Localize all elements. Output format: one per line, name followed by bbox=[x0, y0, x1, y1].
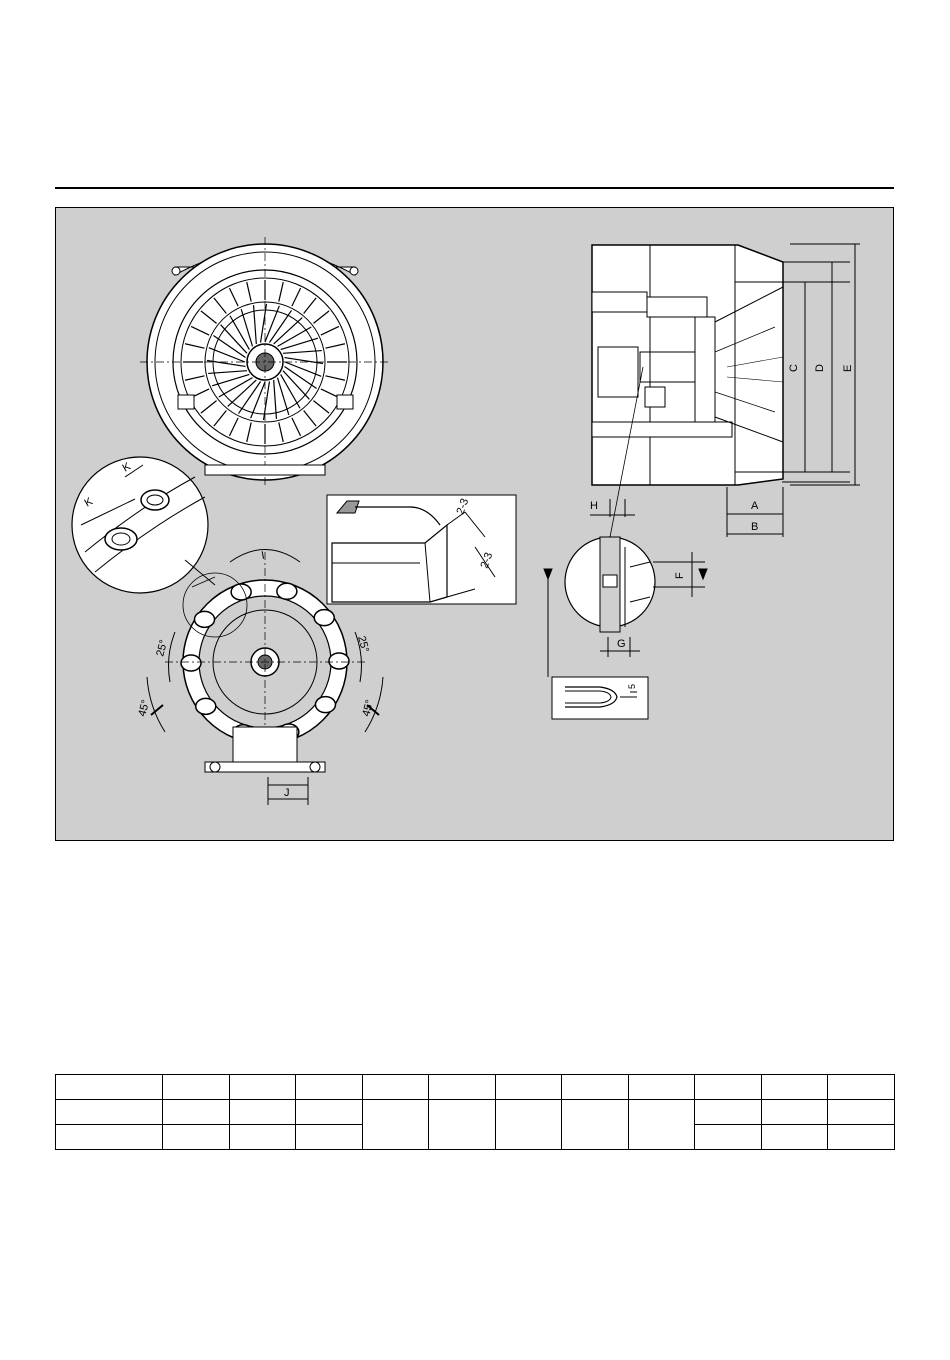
table-row bbox=[56, 1075, 895, 1100]
table-cell bbox=[495, 1075, 562, 1100]
table-cell bbox=[362, 1075, 429, 1100]
table-cell bbox=[56, 1100, 163, 1125]
table-cell bbox=[163, 1100, 230, 1125]
angle-left-45-label: 45° bbox=[136, 698, 153, 718]
table-cell bbox=[229, 1075, 296, 1100]
table-cell bbox=[56, 1125, 163, 1150]
table-cell bbox=[429, 1075, 496, 1100]
dim-d-label: D bbox=[814, 364, 826, 372]
table-cell bbox=[628, 1075, 695, 1100]
table-cell bbox=[429, 1100, 496, 1150]
dim-i-label: I bbox=[260, 549, 266, 562]
dim-j-label: J bbox=[284, 787, 290, 799]
table-cell bbox=[296, 1075, 363, 1100]
table-cell bbox=[828, 1125, 895, 1150]
table-cell bbox=[296, 1125, 363, 1150]
table-cell bbox=[695, 1100, 762, 1125]
probe-gap-label: 5 bbox=[627, 683, 637, 689]
table-cell bbox=[761, 1100, 828, 1125]
dim-b-label: B bbox=[751, 521, 759, 533]
dim-h-label: H bbox=[590, 500, 598, 512]
table-cell bbox=[229, 1100, 296, 1125]
table-row bbox=[56, 1100, 895, 1125]
angle-right-45-label: 45° bbox=[360, 698, 377, 718]
table-cell bbox=[628, 1100, 695, 1150]
table-cell bbox=[828, 1100, 895, 1125]
table-cell bbox=[828, 1075, 895, 1100]
table-cell bbox=[362, 1100, 429, 1150]
table-cell bbox=[163, 1075, 230, 1100]
dim-k-label-2: K bbox=[120, 460, 133, 475]
table-cell bbox=[163, 1125, 230, 1150]
dim-e-label: E bbox=[842, 364, 854, 372]
table-cell bbox=[296, 1100, 363, 1125]
table-cell bbox=[761, 1125, 828, 1150]
angle-right-25-label: 25° bbox=[355, 634, 372, 654]
dim-k-label-1: K bbox=[82, 495, 95, 510]
table-cell bbox=[695, 1125, 762, 1150]
table-cell bbox=[695, 1075, 762, 1100]
table-cell bbox=[761, 1075, 828, 1100]
gap-side-label: 2-3 bbox=[478, 550, 496, 571]
dim-a-label: A bbox=[751, 500, 759, 512]
table-cell bbox=[562, 1100, 629, 1150]
dim-c-label: C bbox=[788, 364, 800, 372]
gap-detail-box bbox=[327, 495, 516, 604]
table-cell bbox=[562, 1075, 629, 1100]
dim-f-label: F bbox=[674, 572, 686, 579]
technical-drawing bbox=[55, 207, 894, 841]
angle-left-25-label: 25° bbox=[154, 638, 171, 658]
specification-table bbox=[55, 1074, 895, 1150]
gap-top-label: 2-3 bbox=[454, 496, 472, 517]
dim-g-label: G bbox=[617, 638, 626, 650]
table-cell bbox=[56, 1075, 163, 1100]
header-rule bbox=[55, 187, 894, 189]
table-cell bbox=[229, 1125, 296, 1150]
table-cell bbox=[495, 1100, 562, 1150]
